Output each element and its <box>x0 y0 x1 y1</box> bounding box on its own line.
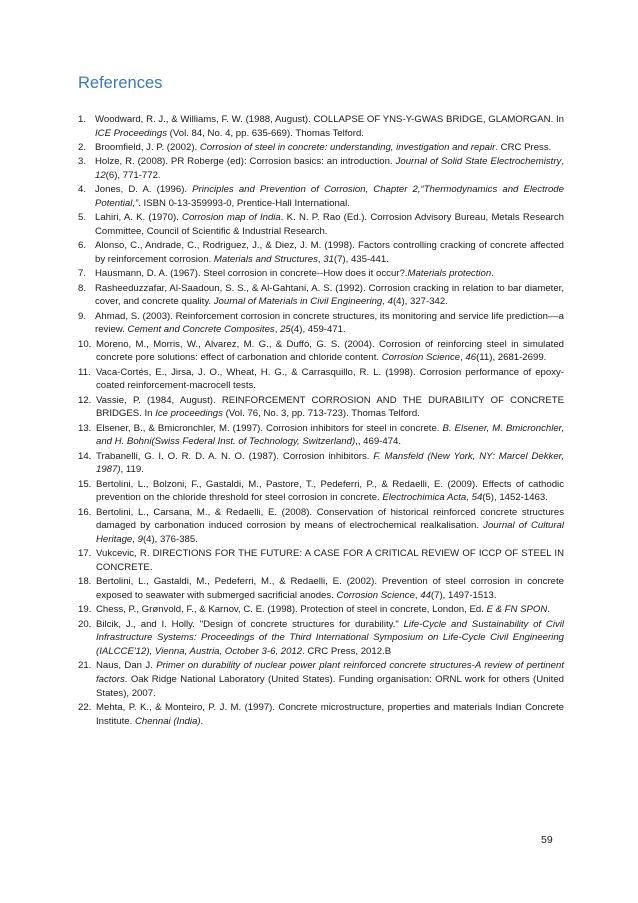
reference-number: 13. <box>78 422 92 434</box>
reference-text: (7), 435-441. <box>333 254 389 265</box>
reference-item <box>78 659 564 700</box>
page-number: 59 <box>541 834 553 846</box>
reference-text: Vassie, P. (1984, August). REINFORCEMENT CORROSION AND THE DURABILITY OF CONCRETE BRIDGES. In <box>96 394 564 420</box>
reference-italic-text: Journal of Solid State Electrochemistry <box>395 156 562 168</box>
reference-item <box>78 547 564 574</box>
reference-text: Mehta, P. K., & Monteiro, P. J. M. (1997). Concrete microstructure, properties and materials Indian Concrete Institute. <box>96 702 564 727</box>
reference-text: Bertolini, L., Carsana, M., & Redaelli, E. (2008). Conservation of historical reinforced concrete structures damaged by carbonation induced corrosion by means of electrochemical realkalisation. <box>96 506 564 532</box>
reference-item <box>78 506 564 547</box>
reference-text: , <box>561 156 564 168</box>
reference-italic-text: Life-Cycle and Sustainability of Civil Infrastructure Systems: Proceedings of the Third International Symposium on Life-Cycle Civil Engineering (IALCCE'12), Vienna, Austria, October 3-6, 2012 <box>96 618 565 657</box>
reference-number: 18. <box>78 576 92 588</box>
reference-text: Lahiri, A. K. (1970). <box>95 212 183 224</box>
reference-number: 14. <box>78 450 92 462</box>
reference-italic-text: 54 <box>471 492 483 504</box>
reference-number: 3. <box>78 156 87 168</box>
reference-number: 10. <box>78 338 92 350</box>
reference-text: , <box>466 492 472 504</box>
reference-number: 11. <box>78 366 91 378</box>
reference-text: (6), 771-772. <box>105 170 161 181</box>
reference-text: . <box>491 268 494 280</box>
reference-italic-text: Principles and Prevention of Corrosion, Chapter 2,“Thermodynamics and Electrode Potential,” <box>95 184 564 209</box>
reference-text: Vukcevic, R. DIRECTIONS FOR THE FUTURE: A CASE FOR A CRITICAL REVIEW OF ICCP OF STEEL IN CONCRETE. <box>96 548 564 573</box>
reference-text: , <box>460 352 466 364</box>
reference-italic-text: Cement and Concrete Composites <box>127 324 275 336</box>
reference-text: . CRC Press. <box>495 142 552 153</box>
page-content <box>78 74 564 729</box>
reference-text: Alonso, C., Andrade, C., Rodriguez, J., & Diez, J. M. (1998). Factors controlling cracking of concrete affected by reinforcement corrosion. <box>95 240 564 265</box>
reference-text: Rasheeduzzafar, Al-Saadoun, S. S., & Al-Gahtani, A. S. (1992). Corrosion cracking in relation to bar diameter, cover, and concrete quality. <box>95 282 564 308</box>
reference-italic-text: 44 <box>420 590 431 601</box>
reference-number: 20. <box>78 618 92 630</box>
reference-italic-text: Corrosion Science <box>381 352 461 364</box>
reference-item <box>78 422 564 449</box>
reference-number: 4. <box>78 184 87 196</box>
reference-italic-text: Corrosion map of India <box>182 212 281 224</box>
reference-number: 12. <box>78 394 92 406</box>
reference-italic-text: 4 <box>387 296 393 308</box>
reference-text: (4), 327-342. <box>392 296 448 308</box>
reference-number: 8. <box>78 282 87 294</box>
reference-item <box>78 310 564 337</box>
reference-number: 5. <box>78 212 87 224</box>
references-heading: References <box>78 74 163 92</box>
reference-item <box>78 450 564 477</box>
reference-text: ,, 469-474. <box>355 436 402 448</box>
reference-text: Trabanelli, G. I. O. R. D. A. N. O. (1987). Corrosion inhibitors. <box>96 450 374 462</box>
reference-item <box>78 183 564 210</box>
reference-list <box>78 113 564 728</box>
reference-italic-text: F. Mansfeld (New York, NY: Marcel Dekker, 1987) <box>96 450 564 476</box>
reference-text: . <box>200 715 204 727</box>
reference-italic-text: 9 <box>137 534 143 545</box>
reference-italic-text: Materials and Structures <box>213 254 318 265</box>
reference-text: , <box>317 254 324 265</box>
reference-text: . K. N. P. Rao (Ed.). Corrosion Advisory Bureau, Metals Research Committee, Council of Scientific & Industrial Research. <box>95 212 564 237</box>
reference-number: 16. <box>78 506 92 518</box>
reference-italic-text: E & FN SPON <box>486 604 548 616</box>
reference-text: , 119. <box>120 464 144 476</box>
reference-text: , <box>382 296 388 308</box>
reference-text: Elsener, B., & Bmicronchler, M. (1997). Corrosion inhibitors for steel in concrete. <box>96 422 443 434</box>
reference-text: Moreno, M., Morris, W., Alvarez, M. G., & Duffó, G. S. (2004). Corrosion of reinforcing steel in simulated concrete pore solutions: effect of carbonation and chloride content. <box>96 338 564 364</box>
reference-text: , <box>132 534 138 545</box>
reference-text: . ISBN 0-13-359993-0, Prentice-Hall International. <box>138 198 350 209</box>
reference-text: , <box>414 590 421 601</box>
reference-item <box>78 239 564 266</box>
reference-number: 6. <box>78 240 87 252</box>
reference-italic-text: 31 <box>323 254 334 265</box>
reference-text: . <box>547 604 550 616</box>
reference-item <box>78 282 564 309</box>
reference-text: (Vol. 84, No. 4, pp. 635-669). Thomas Telford. <box>167 127 364 139</box>
reference-text: Bertolini, L., Bolzoni, F., Gastaldi, M., Pastore, T., Pedeferri, P., & Redaelli, E. (2009). Effects of cathodic prevention on the chloride threshold for steel corrosion in concrete. <box>96 478 564 504</box>
reference-italic-text: Corrosion of steel in concrete: understanding, investigation and repair <box>199 142 496 153</box>
reference-italic-text: Journal of Cultural Heritage <box>96 520 564 545</box>
reference-number: 9. <box>78 310 87 322</box>
reference-text: Hausmann, D. A. (1967). Steel corrosion in concrete--How does it occur?. <box>95 268 408 280</box>
reference-number: 19. <box>78 604 92 616</box>
reference-item <box>78 366 564 393</box>
reference-italic-text: ICE Proceedings <box>95 127 167 139</box>
reference-number: 22. <box>78 702 92 713</box>
reference-text: . Oak Ridge National Laboratory (United States). Funding organisation: ORNL work for others (United States), 2007. <box>96 674 564 699</box>
reference-text: . CRC Press, 2012.B <box>302 646 392 657</box>
reference-item <box>78 478 564 505</box>
reference-text: Chess, P., Grønvold, F., & Karnov, C. E. (1998). Protection of steel in concrete, London, Ed. <box>96 604 487 616</box>
reference-number: 15. <box>78 478 92 490</box>
reference-text: (4), 459-471. <box>290 324 346 336</box>
reference-text: (4), 376-385. <box>142 534 198 545</box>
reference-item <box>78 575 564 602</box>
reference-italic-text: 46 <box>465 352 477 364</box>
reference-italic-text: 25 <box>280 324 291 336</box>
reference-italic-text: Materials protection <box>407 268 492 280</box>
reference-text: Woodward, R. J., & Williams, F. W. (1988, August). COLLAPSE OF YNS-Y-GWAS BRIDGE, GLAMORGAN. In <box>95 114 564 125</box>
reference-number: 21. <box>78 660 92 672</box>
reference-italic-text: Ice proceedings <box>155 408 223 420</box>
reference-item <box>78 701 564 728</box>
reference-text: (11), 2681-2699. <box>476 352 547 364</box>
reference-italic-text: Journal of Materials in Civil Engineering <box>213 296 383 308</box>
reference-item <box>78 267 564 281</box>
reference-text: , <box>274 324 281 336</box>
reference-item <box>78 141 564 155</box>
reference-italic-text: Corrosion Science <box>336 590 415 601</box>
reference-item <box>78 211 564 238</box>
reference-number: 1. <box>78 114 87 125</box>
reference-number: 2. <box>78 142 87 153</box>
reference-text: Vaca-Cortés, E., Jirsa, J. O., Wheat, H. G., & Carrasquillo, R. L. (1998). Corrosion performance of epoxy-coated reinforcement-macrocell tests. <box>96 366 564 392</box>
reference-text: (Vol. 76, No. 3, pp. 713-723). Thomas Telford. <box>222 408 420 420</box>
reference-italic-text: Primer on durability of nuclear power plant reinforced concrete structures-A review of pertinent factors <box>96 660 564 685</box>
reference-number: 7. <box>78 268 87 280</box>
reference-text: Ahmad, S. (2003). Reinforcement corrosion in concrete structures, its monitoring and service life prediction––a review. <box>95 310 564 336</box>
reference-item <box>78 113 564 140</box>
reference-italic-text: Chennai (India) <box>134 715 201 727</box>
reference-item <box>78 603 564 617</box>
reference-italic-text: 12 <box>95 170 106 181</box>
reference-item <box>78 394 564 421</box>
reference-item <box>78 155 564 182</box>
reference-number: 17. <box>78 548 92 560</box>
reference-text: Holze, R. (2008). PR Roberge (ed): Corrosion basics: an introduction. <box>95 156 396 168</box>
reference-item <box>78 338 564 365</box>
reference-italic-text: B. Elsener, M. Bmicronchler, and H. Bohni(Swiss Federal Inst. of Technology, Switzerland) <box>96 422 565 448</box>
reference-text: Bertolini, L., Gastaldi, M., Pedeferri, M., & Redaelli, E. (2002). Prevention of steel corrosion in concrete exposed to seawater with submerged sacrificial anodes. <box>96 576 564 601</box>
reference-text: Broomfield, J. P. (2002). <box>95 142 200 153</box>
reference-text: (7), 1497-1513. <box>430 590 497 601</box>
reference-text: Bilcik, J., and I. Holly. "Design of concrete structures for durability." <box>96 618 404 630</box>
reference-item <box>78 618 564 659</box>
reference-text: (5), 1452-1463. <box>482 492 548 504</box>
reference-text: Jones, D. A. (1996). <box>95 184 193 196</box>
reference-text: Naus, Dan J. <box>96 660 157 672</box>
reference-italic-text: Electrochimica Acta <box>382 492 467 504</box>
